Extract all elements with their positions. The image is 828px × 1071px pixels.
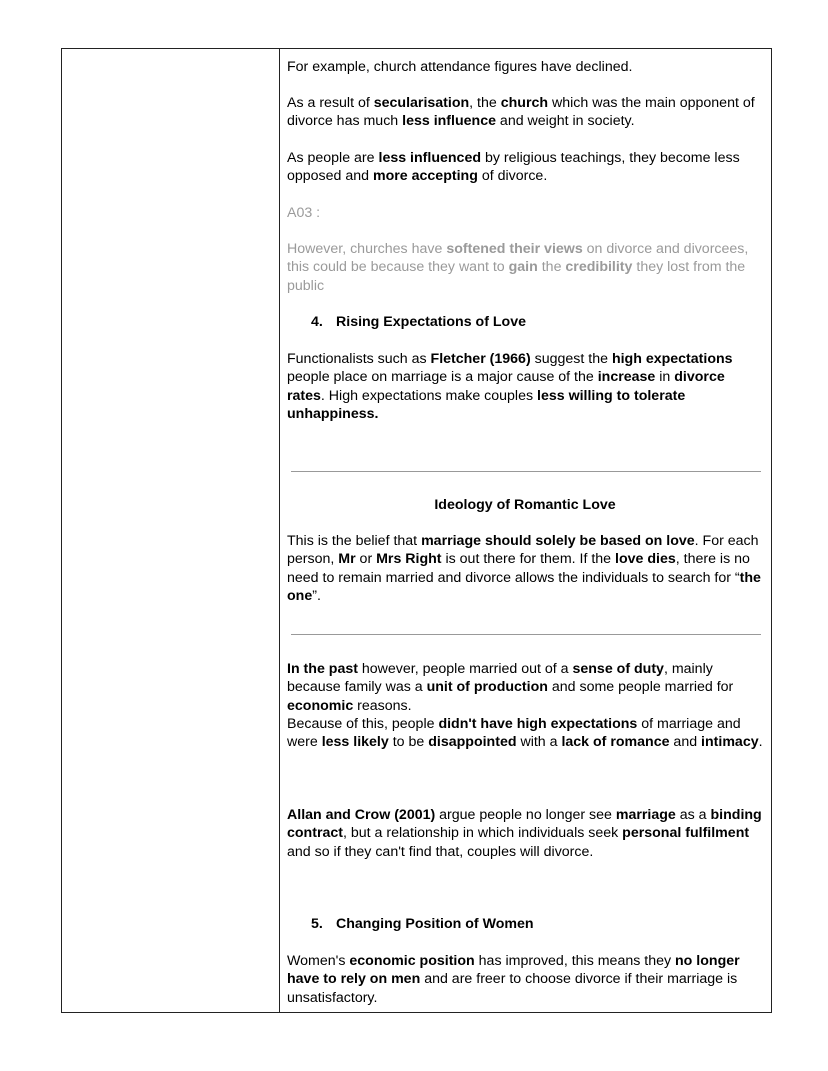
bold-text: less likely: [321, 734, 389, 751]
bold-text: increase: [597, 369, 656, 386]
paragraph-church-attendance: For example, church attendance figures have declined.: [287, 59, 633, 75]
bold-text: economic: [287, 697, 354, 714]
bold-text: credibility: [565, 259, 633, 276]
text: , mainly because family was a: [287, 661, 713, 696]
bold-text: binding contract: [287, 807, 762, 842]
text: of divorce.: [477, 168, 548, 185]
text: has improved, this means they: [474, 953, 676, 969]
bold-text: less influence: [402, 113, 496, 130]
text: of marriage and were: [287, 716, 741, 751]
bold-text: gain: [508, 259, 538, 276]
paragraph-in-the-past: [287, 660, 763, 715]
bold-text: didn't have high expectations: [438, 716, 638, 732]
bold-text: Mrs Right: [376, 551, 442, 568]
a03-label: A03 :: [287, 205, 321, 221]
bold-text: divorce rates: [287, 369, 725, 404]
paragraph-fletcher: [287, 350, 763, 423]
text: by religious teachings, they become less opposed and: [287, 150, 740, 185]
bold-text: softened their views: [446, 241, 583, 257]
text: This is the belief that: [287, 533, 422, 549]
text: with a: [516, 734, 562, 751]
bold-text: Fletcher (1966): [430, 351, 531, 367]
text: people place on marriage is a major cause of the: [287, 369, 598, 386]
heading-title: Rising Expectations of Love: [336, 314, 526, 330]
bold-text: unit of production: [426, 679, 548, 696]
text: , but a relationship in which individuals seek: [342, 825, 623, 842]
bold-text: sense of duty: [572, 661, 664, 677]
text: argue people no longer see: [435, 807, 616, 823]
heading-number: 5.: [311, 916, 323, 932]
text: and some people married for: [547, 679, 734, 696]
bold-text: personal fulfilment: [622, 825, 750, 842]
text: and: [669, 734, 702, 751]
bold-text: economic position: [349, 953, 475, 969]
paragraph-allan-crow: [287, 806, 763, 861]
paragraph-women-economic: [287, 952, 763, 1007]
heading-title: Changing Position of Women: [336, 916, 534, 932]
text: is out there for them. If the: [441, 551, 616, 568]
text: in: [655, 369, 675, 386]
text: to be: [388, 734, 429, 751]
text: and so if they can't find that, couples will divorce.: [287, 843, 594, 860]
text: , there is no need to remain married and divorce allows the individuals to search for “: [287, 551, 750, 586]
bold-text: church: [500, 95, 549, 111]
bold-text: more accepting: [373, 168, 478, 185]
text: Because of this, people: [287, 716, 439, 732]
text: the: [537, 259, 566, 276]
text: reasons.: [353, 697, 412, 714]
heading-romantic-love: Ideology of Romantic Love: [434, 497, 616, 513]
text: ”.: [312, 587, 321, 604]
heading-number: 4.: [311, 314, 323, 330]
bold-text: disappointed: [428, 734, 517, 751]
bold-text: less influenced: [378, 150, 481, 166]
heading-rising-expectations: [287, 313, 763, 331]
text: and are freer to choose divorce if their marriage is unsatisfactory.: [287, 971, 738, 1006]
text: however, people married out of a: [357, 661, 573, 677]
text: .: [758, 734, 763, 751]
left-column-cell: [62, 49, 280, 1012]
text: , the: [469, 95, 501, 111]
text: which was the main opponent of divorce has much: [287, 95, 755, 130]
text: However, churches have: [287, 241, 447, 257]
bold-text: high expectations: [611, 351, 733, 367]
text: or: [355, 551, 377, 568]
paragraph-because-of-this: [287, 715, 763, 752]
bold-text: no longer have to rely on men: [287, 953, 740, 988]
text: As a result of: [287, 95, 374, 111]
text: as a: [675, 807, 711, 823]
text: Functionalists such as: [287, 351, 431, 367]
text: and weight in society.: [495, 113, 635, 130]
bold-text: marriage should solely be based on love: [421, 533, 695, 549]
notes-table: [61, 48, 772, 1013]
divider-line: [291, 471, 761, 472]
paragraph-a03-evaluation: [287, 240, 763, 295]
bold-text: love dies: [615, 551, 676, 568]
text: Women's: [287, 953, 350, 969]
bold-text: less willing to tolerate unhappiness.: [287, 387, 686, 422]
bold-text: the one: [287, 569, 761, 604]
text: they lost from the public: [287, 259, 746, 294]
paragraph-religious-teachings: [287, 149, 763, 186]
bold-text: In the past: [287, 661, 358, 677]
bold-text: marriage: [615, 807, 676, 823]
divider-line: [291, 634, 761, 635]
bold-text: Mr: [338, 551, 356, 568]
text: As people are: [287, 150, 379, 166]
paragraph-romantic-love: [287, 532, 763, 605]
bold-text: Allan and Crow (2001): [287, 807, 436, 823]
text: . For each person,: [287, 533, 759, 568]
right-column-cell: [280, 49, 771, 1012]
text: on divorce and divorcees, this could be because they want to: [287, 241, 749, 276]
heading-changing-position-women: [287, 915, 763, 933]
text: . High expectations make couples: [320, 387, 538, 404]
bold-text: lack of romance: [561, 734, 670, 751]
text: suggest the: [530, 351, 612, 367]
paragraph-secularisation: [287, 94, 763, 131]
bold-text: intimacy: [701, 734, 759, 751]
bold-text: secularisation: [373, 95, 470, 111]
